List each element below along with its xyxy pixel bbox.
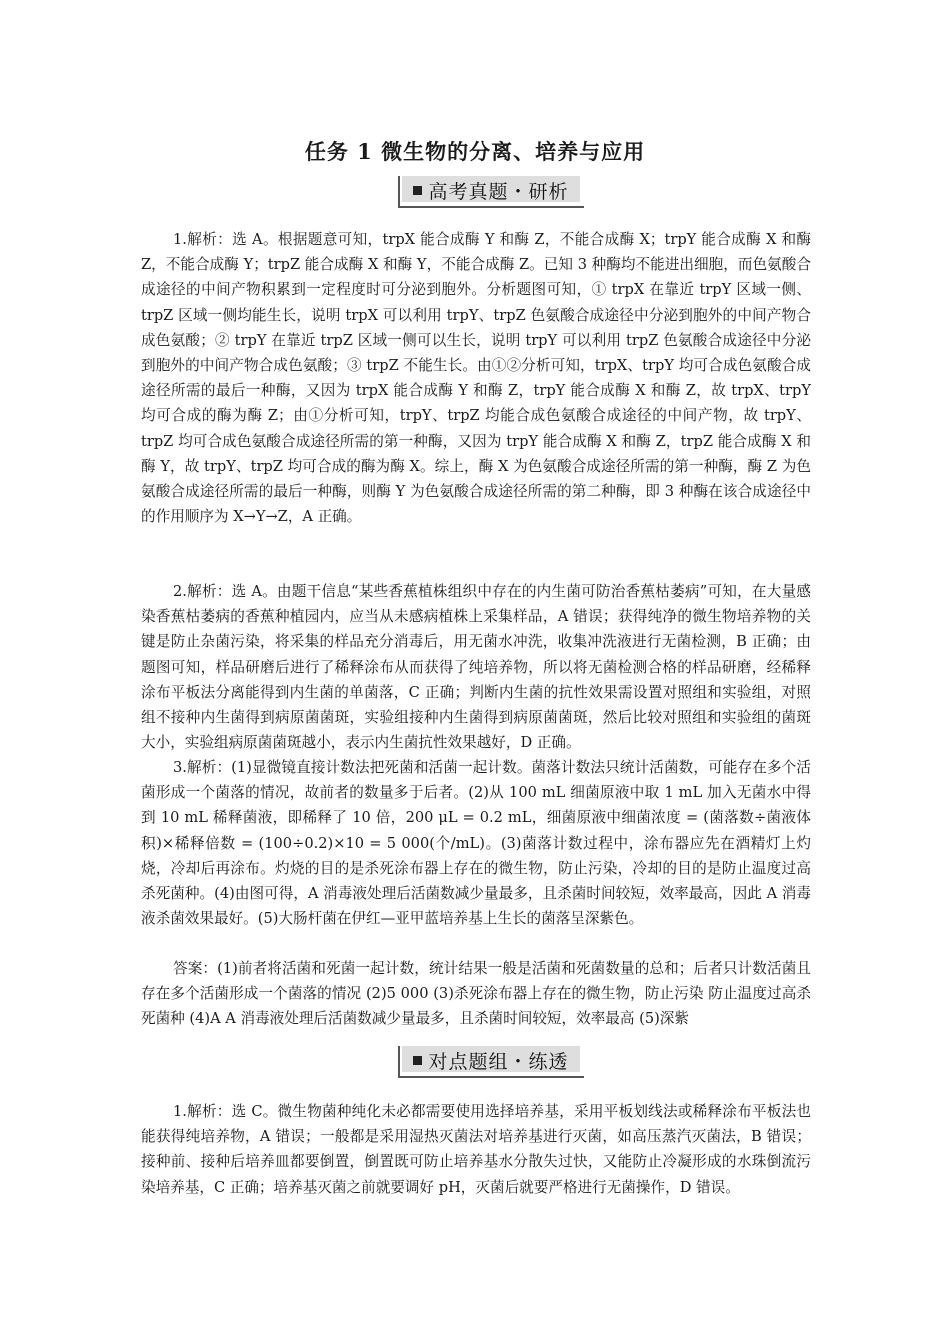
section-heading-practice: 对点题组・练透 (428, 1051, 569, 1073)
paragraph-practice-1: 1.解析：选 C。微生物菌种纯化未必都需要使用选择培养基，采用平板划线法或稀释涂布平板法也能获得纯培养物，A 错误；一般都是采用湿热灭菌法对培养基进行灭菌，如高压蒸汽灭菌法，B 错误；接种前、接种后培养皿都要倒置，倒置既可防止培养基水分散失过快，又能防止冷凝形成的水珠倒流污染培养基，C 正确；培养基灭菌之前就要调好 pH，灭菌后就要严格进行无菌操作，D 错误。 (141, 1103, 811, 1196)
page-title: 任务 1 微生物的分离、培养与应用 (304, 139, 646, 164)
banner-box (398, 1042, 584, 1078)
banner-label (398, 177, 584, 204)
square-bullet-icon (413, 186, 422, 195)
section-banner-practice (0, 1042, 950, 1082)
banner-label (398, 1047, 584, 1074)
section-heading-gaokao: 高考真题・研析 (428, 181, 569, 203)
paragraph-analysis-3: 3.解析：(1)显微镜直接计数法把死菌和活菌一起计数。菌落计数法只统计活菌数，可能存在多个活菌形成一个菌落的情况，故前者的数量多于后者。(2)从 100 mL 细菌原液中取 1 mL 加入无菌水中得到 10 mL 稀释菌液，即稀释了 10 倍，200 μL = 0.2 mL，细菌原液中细菌浓度 = (菌落数÷菌液体积)×稀释倍数 = (100÷0.2)×10 = 5 000(个/mL)。(3)菌落计数过程中，涂布器应先在酒精灯上灼烧，冷却后再涂布。灼烧的目的是杀死涂布器上存在的微生物，防止污染，冷却的目的是防止温度过高杀死菌种。(4)由图可得，A 消毒液处理后活菌数减少量最多，且杀菌时间较短，效率最高，因此 A 消毒液杀菌效果最好。(5)大肠杆菌在伊红—亚甲蓝培养基上生长的菌落呈深紫色。 (141, 759, 811, 928)
paragraph-analysis-1: 1.解析：选 A。根据题意可知，trpX 能合成酶 Y 和酶 Z，不能合成酶 X；trpY 能合成酶 X 和酶 Z，不能合成酶 Y；trpZ 能合成酶 X 和酶 Y，不能合成酶 Z。已知 3 种酶均不能进出细胞，而色氨酸合成途径的中间产物积累到一定程度时可分泌到胞外。分析题图可知，① trpX 在靠近 trpY 区域一侧、trpZ 区域一侧均能生长，说明 trpX 可以利用 trpY、trpZ 色氨酸合成途径中分泌到胞外的中间产物合成色氨酸；② trpY 在靠近 trpZ 区域一侧可以生长，说明 trpY 可以利用 trpZ 色氨酸合成途径中分泌到胞外的中间产物合成色氨酸；③ trpZ 不能生长。由①②分析可知，trpX、trpY 均可合成色氨酸合成途径所需的最后一种酶，又因为 trpX 能合成酶 Y 和酶 Z，trpY 能合成酶 X 和酶 Z，故 trpX、trpY 均可合成的酶为酶 Z；由①分析可知，trpY、trpZ 均能合成色氨酸合成途径的中间产物，故 trpY、trpZ 均可合成色氨酸合成途径所需的第一种酶，又因为 trpY 能合成酶 X 和酶 Z，trpZ 能合成酶 X 和酶 Y，故 trpY、trpZ 均可合成的酶为酶 X。综上，酶 X 为色氨酸合成途径所需的第一种酶，酶 Z 为色氨酸合成途径所需的最后一种酶，则酶 Y 为色氨酸合成途径所需的第二种酶，即 3 种酶在该合成途径中的作用顺序为 X→Y→Z，A 正确。 (141, 231, 811, 526)
paragraph-answer: 答案：(1)前者将活菌和死菌一起计数，统计结果一般是活菌和死菌数量的总和；后者只计数活菌且存在多个活菌形成一个菌落的情况 (2)5 000 (3)杀死涂布器上存在的微生物，防止污染 防止温度过高杀死菌种 (4)A A 消毒液处理后活菌数减少量最多，且杀菌时间较短，效率最高 (5)深紫 (141, 960, 811, 1028)
paragraph-analysis-2: 2.解析：选 A。由题干信息“某些香蕉植株组织中存在的内生菌可防治香蕉枯萎病”可知，在大量感染香蕉枯萎病的香蕉种植园内，应当从未感病植株上采集样品，A 错误；获得纯净的微生物培养物的关键是防止杂菌污染，将采集的样品充分消毒后，用无菌水冲洗，收集冲洗液进行无菌检测，B 正确；由题图可知，样品研磨后进行了稀释涂布从而获得了纯培养物，所以将无菌检测合格的样品研磨，经稀释涂布平板法分离能得到内生菌的单菌落，C 正确；判断内生菌的抗性效果需设置对照组和实验组，对照组不接种内生菌得到病原菌菌斑，实验组接种内生菌得到病原菌菌斑，然后比较对照组和实验组的菌斑大小，实验组病原菌菌斑越小，表示内生菌抗性效果越好，D 正确。 (141, 583, 811, 752)
banner-box (398, 172, 584, 208)
section-banner-gaokao (0, 172, 950, 212)
square-bullet-icon (413, 1056, 422, 1065)
